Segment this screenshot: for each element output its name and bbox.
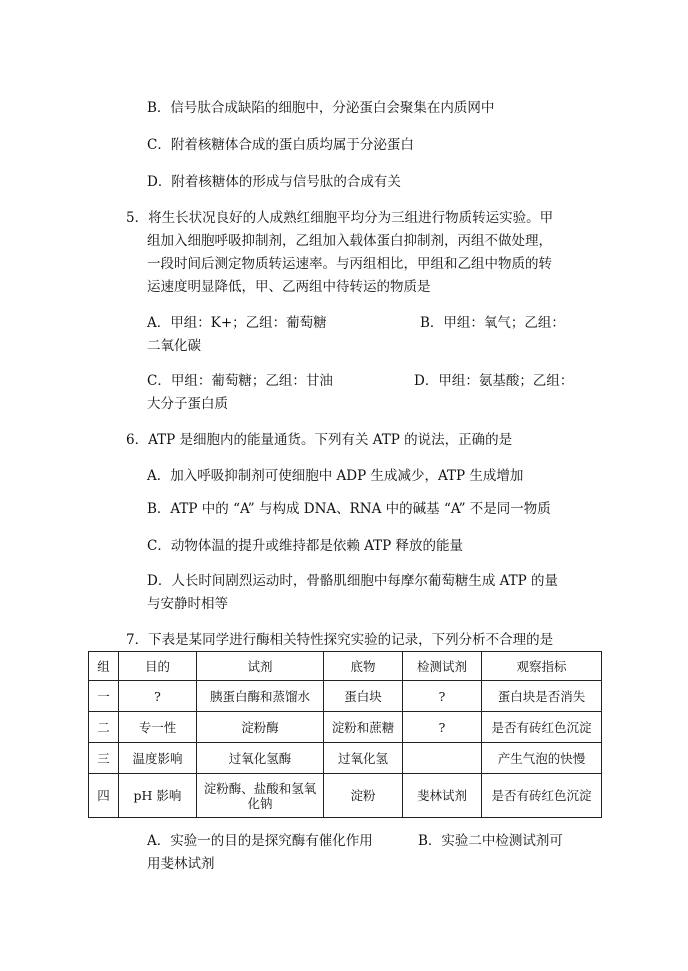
table-cell: 淀粉酶、盐酸和氢氧化钠	[197, 774, 324, 818]
q4-option-b: B．信号肽合成缺陷的细胞中，分泌蛋白会聚集在内质网中	[147, 100, 495, 116]
table-header: 底物	[324, 652, 403, 681]
table-header: 试剂	[197, 652, 324, 681]
table-header: 观察指标	[482, 652, 602, 681]
table-cell: 过氧化氢	[324, 743, 403, 774]
table-row	[89, 774, 602, 818]
q6-option-c: C．动物体温的提升或维持都是依赖 ATP 释放的能量	[147, 538, 464, 554]
table-header: 检测试剂	[403, 652, 482, 681]
table-cell: 一	[89, 681, 119, 712]
table-cell: 温度影响	[119, 743, 197, 774]
table-cell: 四	[89, 774, 119, 818]
table-header: 组	[89, 652, 119, 681]
table-cell: pH 影响	[119, 774, 197, 818]
table-header: 目的	[119, 652, 197, 681]
table-cell: 蛋白块是否消失	[482, 681, 602, 712]
q5-stem-line2: 组加入细胞呼吸抑制剂，乙组加入载体蛋白抑制剂，丙组不做处理，	[147, 233, 552, 249]
table-row	[89, 743, 602, 774]
table-cell	[403, 743, 482, 774]
table-cell: 淀粉	[324, 774, 403, 818]
table-cell: 斐林试剂	[403, 774, 482, 818]
q7-option-a: A．实验一的目的是探究酶有催化作用	[147, 833, 373, 849]
q5-stem-line1: 5．将生长状况良好的人成熟红细胞平均分为三组进行物质转运实验。甲	[126, 210, 554, 226]
table-cell: 淀粉和蔗糖	[324, 712, 403, 743]
q4-option-d: D．附着核糖体的形成与信号肽的合成有关	[147, 174, 401, 190]
table-cell: ?	[403, 681, 482, 712]
q5-option-c: C．甲组：葡萄糖；乙组：甘油	[147, 373, 333, 389]
table-header-row	[89, 652, 602, 681]
q5-option-a: A．甲组：K+；乙组：葡萄糖	[147, 315, 327, 331]
q7-option-b-cont: 用斐林试剂	[147, 856, 215, 872]
q5-option-d-cont: 大分子蛋白质	[147, 396, 228, 412]
q5-stem-line3: 一段时间后测定物质转运速率。与丙组相比，甲组和乙组中物质的转	[147, 256, 552, 272]
q5-option-b-cont: 二氧化碳	[147, 338, 201, 354]
q4-option-c: C．附着核糖体合成的蛋白质均属于分泌蛋白	[147, 137, 414, 153]
q6-option-b: B．ATP 中的 “A” 与构成 DNA、RNA 中的碱基 “A” 不是同一物质	[147, 501, 551, 517]
q6-option-d-cont: 与安静时相等	[147, 596, 228, 612]
table-cell: 蛋白块	[324, 681, 403, 712]
table-cell: 二	[89, 712, 119, 743]
table-cell: ?	[119, 681, 197, 712]
q6-stem: 6．ATP 是细胞内的能量通货。下列有关 ATP 的说法，正确的是	[126, 432, 513, 448]
q6-option-a: A．加入呼吸抑制剂可使细胞中 ADP 生成减少，ATP 生成增加	[147, 468, 524, 484]
q5-stem-line4: 运速度明显降低，甲、乙两组中待转运的物质是	[147, 279, 431, 295]
table-cell: 是否有砖红色沉淀	[482, 712, 602, 743]
table-cell: 过氧化氢酶	[197, 743, 324, 774]
q7-option-b: B．实验二中检测试剂可	[418, 833, 563, 849]
table-cell: 胰蛋白酶和蒸馏水	[197, 681, 324, 712]
q7-stem: 7．下表是某同学进行酶相关特性探究实验的记录，下列分析不合理的是	[126, 632, 554, 648]
table-cell: 是否有砖红色沉淀	[482, 774, 602, 818]
q5-option-b: B．甲组：氧气；乙组：	[420, 315, 565, 331]
table-row	[89, 681, 602, 712]
table-cell: ?	[403, 712, 482, 743]
table-cell: 产生气泡的快慢	[482, 743, 602, 774]
table-row	[89, 712, 602, 743]
table-cell: 三	[89, 743, 119, 774]
table-cell: 淀粉酶	[197, 712, 324, 743]
q5-option-d: D．甲组：氨基酸；乙组：	[414, 373, 574, 389]
experiment-table	[88, 651, 602, 818]
q6-option-d: D．人长时间剧烈运动时，骨骼肌细胞中每摩尔葡萄糖生成 ATP 的量	[147, 573, 559, 589]
table-cell: 专一性	[119, 712, 197, 743]
